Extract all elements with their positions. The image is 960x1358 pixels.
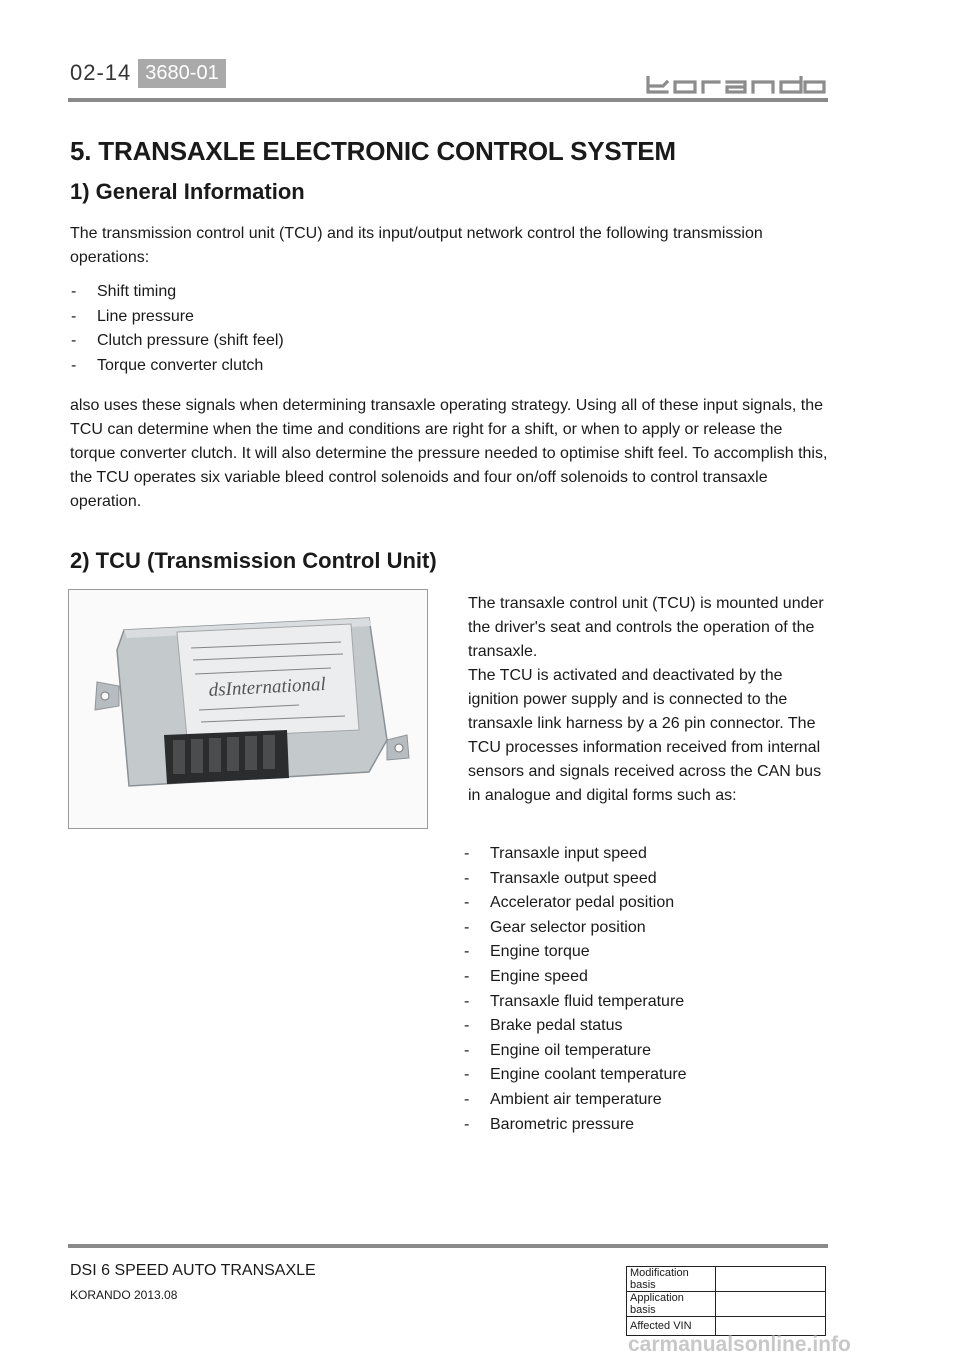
watermark: carmanualsonline.info [628,1333,851,1356]
list-item: - Line pressure [71,307,194,325]
table-row [627,1292,826,1317]
tcu-photo [68,589,428,829]
table-cell-value [716,1267,826,1292]
table-cell-label: Modification basis [627,1267,716,1292]
list-item: - Brake pedal status [464,1017,623,1035]
header-rule [68,98,828,102]
tcu-signals-list [464,842,687,1137]
operations-list [71,280,284,378]
tcu-heading: 2) TCU (Transmission Control Unit) [70,548,437,573]
label-brand-text: dsInternational [208,673,327,701]
list-item: - Shift timing [71,283,177,300]
footer-title: DSI 6 SPEED AUTO TRANSAXLE [70,1262,316,1279]
list-item: - Accelerator pedal position [464,894,675,912]
general-info-heading: 1) General Information [70,179,305,204]
list-item: - Transaxle fluid temperature [464,992,685,1010]
list-item: - Engine oil temperature [464,1041,651,1059]
list-item: - Torque converter clutch [71,356,264,374]
list-item: - Clutch pressure (shift feel) [71,332,284,350]
footer-subtitle: KORANDO 2013.08 [70,1288,178,1302]
tcu-description: The transaxle control unit (TCU) is mounted under the driver's seat and controls the operation of the transaxle. The TCU is activated and deactivated by the ignition power supply and is connected to the transaxle link harness by a 26 pin connector. The TCU processes information received from internal sensors and signals received across the CAN bus in analogue and digital forms such as: [468,595,824,804]
table-cell-label: Application basis [627,1292,716,1317]
intro-paragraph: The transmission control unit (TCU) and its input/output network control the following transmission operations: [70,225,763,266]
section-title: 5. TRANSAXLE ELECTRONIC CONTROL SYSTEM [70,136,676,166]
table-cell-label: Affected VIN [627,1317,716,1336]
strategy-paragraph: also uses these signals when determining transaxle operating strategy. Using all of these input signals, the TCU can determine when the time and conditions are right for a shift, or when to apply or release the torque converter clutch. It will also determine the pressure needed to optimise shift feel. To accomplish this, the TCU operates six variable bleed control solenoids and four on/off solenoids to control transaxle operation. [70,397,828,510]
section-code-badge: 3680-01 [138,59,226,88]
list-item: - Barometric pressure [464,1115,635,1133]
table-row [627,1267,826,1292]
list-item: - Engine speed [464,967,588,985]
footer-rule [68,1244,828,1248]
list-item: - Engine torque [464,943,590,961]
brand-logo [645,76,827,94]
page-number: 02-14 [70,60,132,85]
list-item: - Engine coolant temperature [464,1066,687,1084]
list-item: - Ambient air temperature [464,1090,662,1108]
list-item: - Gear selector position [464,918,646,936]
modification-table [626,1266,826,1336]
list-item: - Transaxle input speed [464,845,647,862]
tcu-illustration [69,590,427,828]
list-item: - Transaxle output speed [464,869,657,887]
table-cell-value [716,1292,826,1317]
